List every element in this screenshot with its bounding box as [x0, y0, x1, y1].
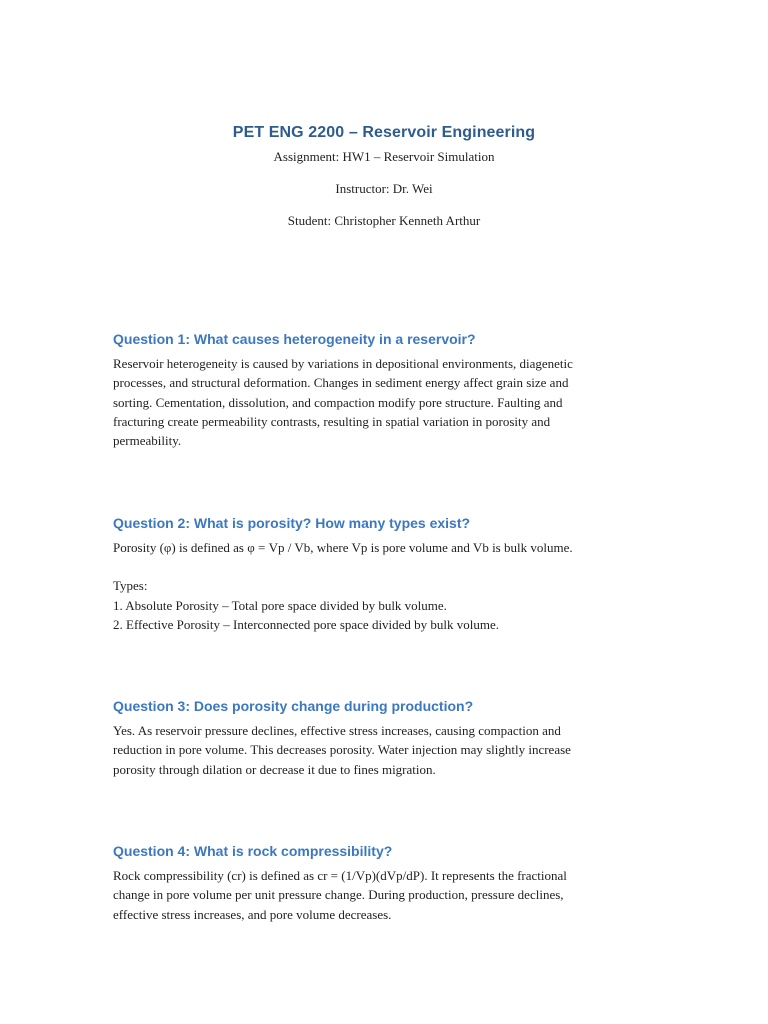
question-1-heading: Question 1: What causes heterogeneity in a reservoir? [113, 331, 476, 347]
document-header [0, 124, 768, 229]
question-3-heading: Question 3: Does porosity change during production? [113, 698, 474, 714]
question-2-heading: Question 2: What is porosity? How many types exist? [113, 515, 471, 531]
question-4-heading: Question 4: What is rock compressibility? [113, 843, 393, 859]
answer-line: porosity through dilation or decrease it due to fines migration. [113, 761, 436, 777]
porosity-type-item: 1. Absolute Porosity – Total pore space divided by bulk volume. [113, 597, 447, 613]
paragraph-spacer [113, 557, 643, 576]
answer-line: Yes. As reservoir pressure declines, effective stress increases, causing compaction and [113, 723, 561, 738]
document-title: PET ENG 2200 – Reservoir Engineering [232, 124, 536, 141]
answer-line: Reservoir heterogeneity is caused by variations in depositional environments, diagenetic [113, 356, 573, 371]
instructor-line: Instructor: Dr. Wei [335, 181, 433, 196]
student-line: Student: Christopher Kenneth Arthur [287, 213, 481, 228]
answer-line: reduction in pore volume. This decreases porosity. Water injection may slightly increase [113, 742, 571, 758]
question-1-answer [113, 354, 643, 450]
answer-line: Rock compressibility (cr) is defined as cr = (1/Vp)(dVp/dP). It represents the fractional [113, 868, 567, 883]
answer-line: change in pore volume per unit pressure change. During production, pressure declines, [113, 887, 564, 903]
answer-line: processes, and structural deformation. Changes in sediment energy affect grain size and [113, 375, 569, 391]
porosity-type-item: 2. Effective Porosity – Interconnected pore space divided by bulk volume. [113, 616, 500, 632]
question-3-section [113, 697, 643, 779]
answer-line: permeability. [113, 433, 182, 449]
question-2-section [113, 514, 643, 634]
porosity-definition: Porosity (φ) is defined as φ = Vp / Vb, where Vp is pore volume and Vb is bulk volume. [113, 540, 573, 555]
question-2-answer [113, 538, 643, 634]
question-1-section [113, 330, 643, 450]
assignment-line: Assignment: HW1 – Reservoir Simulation [273, 149, 495, 164]
question-4-section [113, 842, 643, 924]
answer-line: fracturing create permeability contrasts, resulting in spatial variation in porosity and [113, 413, 551, 429]
types-label: Types: [113, 578, 148, 594]
question-3-answer [113, 721, 643, 779]
answer-line: sorting. Cementation, dissolution, and compaction modify pore structure. Faulting and [113, 394, 563, 410]
question-4-answer [113, 866, 643, 924]
answer-line: effective stress increases, and pore volume decreases. [113, 906, 392, 922]
